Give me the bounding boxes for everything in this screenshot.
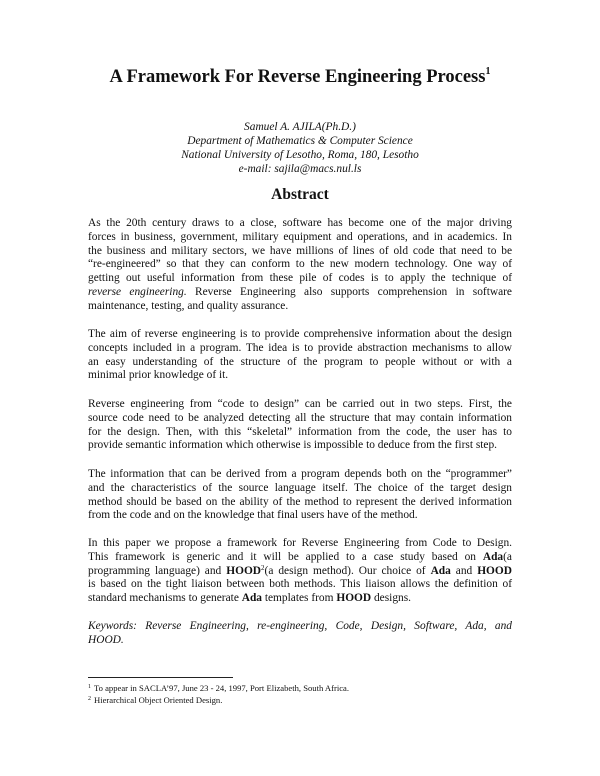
text-line: “re-engineered” so that they can conform to the new modern technology. One way of [88,258,512,271]
footnote-text: To appear in SACLA’97, June 23 - 24, 1997, Port Elizabeth, South Africa. [94,683,350,693]
text-span: Reverse Engineering also supports comprehension in software [186,285,512,298]
title-text: A Framework For Reverse Engineering Process [109,67,486,87]
keywords-paragraph [88,620,512,648]
text-line [88,551,512,565]
abstract-paragraph-2 [88,328,512,383]
author-email: e-mail: sajila@macs.nul.ls [238,163,362,175]
abstract-paragraph-1 [88,217,512,314]
text-span: and [450,564,478,577]
text-line: the business and military sectors, we have millions of lines of old code that need to be [88,244,512,257]
ada-term: Ada [482,550,504,563]
footnote-mark: 2 [88,695,91,702]
text-line: source code need to be analyzed detecting all the structure that may contain information [88,411,512,424]
footnote-1 [88,683,518,695]
text-line [88,565,512,579]
abstract-paragraph-5 [88,537,512,606]
text-line: an easy understanding of the structure of the program to people without or with a [88,355,512,368]
text-line: In this paper we propose a framework for Reverse Engineering from Code to Design. [88,537,512,549]
footnote-mark: 1 [88,684,91,690]
text-line: As the 20th century draws to a close, software has become one of the major driving [88,217,512,229]
text-line [88,592,512,606]
text-line: forces in business, government, military equipment and operations, and in academics. In [88,230,512,243]
footnote-text: Hierarchical Object Oriented Design. [94,694,223,705]
footnote-mark: 2 [261,563,265,572]
text-line: getting out useful information from these pile of codes is to apply the technique of [88,272,512,285]
text-line: from the code and on the knowledge that final users have of the method. [88,509,418,522]
abstract-heading: Abstract [271,186,329,203]
text-line: The aim of reverse engineering is to provide comprehensive information about the design [88,328,512,340]
text-span: templates from [261,592,337,605]
text-span: (a [503,550,512,563]
hood-term: HOOD [336,592,372,605]
text-line: Keywords: Reverse Engineering, re-engineering, Code, Design, Software, Ada, and [88,620,512,632]
footnotes [88,683,518,706]
text-span: programming language) and [88,564,227,577]
text-line: Reverse engineering from “code to design” can be carried out in two steps. First, the [88,398,512,410]
author-block [0,120,600,176]
abstract-paragraph-4 [88,468,512,523]
emphasis-text: reverse engineering. [88,285,187,298]
text-line: for the design. Then, with this “skeletal” information from the code, the user has to [88,425,512,438]
footnote-2 [88,695,518,707]
ada-term: Ada [430,564,451,577]
text-span: (a design method). Our choice of [264,564,431,577]
hood-term: HOOD [477,564,512,577]
text-span: standard mechanisms to generate [88,592,242,605]
author-name: Samuel A. AJILA(Ph.D.) [244,121,356,133]
hood-term: HOOD [226,564,262,577]
text-line: concepts included in a program. The idea is to provide abstraction mechanisms to allow [88,341,512,354]
text-line: method should be based on the ability of the method to represent the derived information [88,495,512,508]
text-line: minimal prior knowledge of it. [88,369,229,382]
footnote-divider [88,677,233,678]
text-span: This framework is generic and it will be applied to a case study based on [88,550,483,563]
title-footnote-mark: 1 [485,66,491,77]
text-line: and the characteristics of the source language itself. The choice of the target design [88,481,512,494]
text-line [88,286,512,300]
text-line: maintenance, testing, and quality assurance. [88,299,289,312]
author-department: Department of Mathematics & Computer Science [187,135,413,147]
text-line: is based on the tight liaison between both methods. This liaison allows the definition of [88,578,512,591]
paper-title [0,66,600,88]
author-university: National University of Lesotho, Roma, 180, Lesotho [181,149,419,161]
ada-term: Ada [241,592,262,605]
abstract-paragraph-3 [88,398,512,453]
text-span: designs. [371,592,412,605]
text-line: HOOD. [88,633,124,646]
text-line: provide semantic information which otherwise is impossible to deduce from the first step. [88,439,498,452]
text-line: The information that can be derived from a program depends both on the “programmer” [88,468,512,480]
